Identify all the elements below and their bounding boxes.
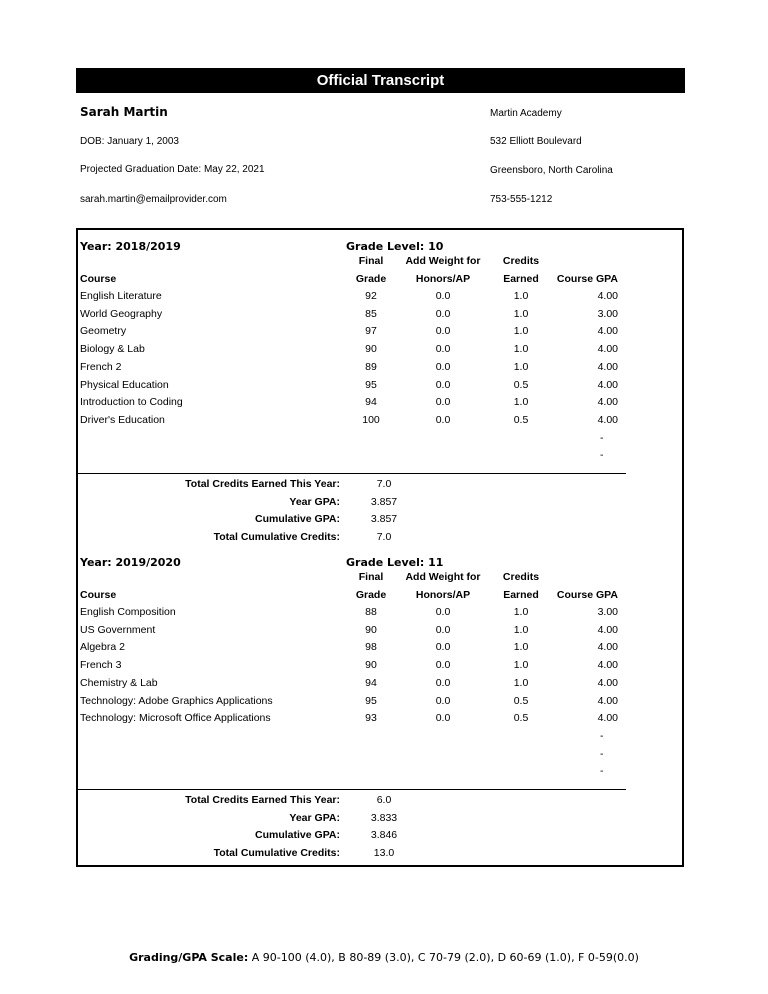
header-earned: Earned — [503, 589, 539, 601]
header-course: Course — [80, 273, 117, 285]
course-final-grade: 95 — [365, 694, 377, 707]
course-weight: 0.0 — [435, 413, 451, 426]
empty-row-dash: - — [600, 747, 604, 760]
course-name: Algebra 2 — [80, 641, 125, 654]
course-name: US Government — [80, 623, 156, 636]
total-credits-year-label: Total Credits Earned This Year: — [185, 478, 340, 490]
header-honors-ap: Honors/AP — [415, 589, 471, 601]
grading-scale-label: Grading/GPA Scale: — [129, 951, 249, 964]
course-name: Technology: Adobe Graphics Applications — [80, 694, 273, 707]
course-name: Technology: Microsoft Office Applications — [80, 712, 271, 725]
course-credits: 1.0 — [513, 623, 529, 636]
course-name: World Geography — [80, 307, 163, 320]
student-dob: DOB: January 1, 2003 — [80, 136, 179, 147]
course-weight: 0.0 — [435, 623, 451, 636]
header-course-gpa: Course GPA — [556, 273, 618, 285]
course-final-grade: 100 — [362, 413, 380, 426]
course-credits: 1.0 — [513, 676, 529, 689]
year-label: Year: 2019/2020 — [80, 556, 181, 569]
course-gpa: 4.00 — [597, 641, 618, 654]
course-credits: 0.5 — [513, 694, 529, 707]
header-add-weight: Add Weight for — [405, 571, 481, 583]
course-gpa: 4.00 — [597, 413, 618, 426]
course-name: Biology & Lab — [80, 343, 145, 356]
course-gpa: 4.00 — [597, 343, 618, 356]
total-cumulative-credits-label: Total Cumulative Credits: — [213, 531, 340, 544]
year-gpa-label: Year GPA: — [289, 495, 340, 508]
course-weight: 0.0 — [435, 659, 451, 672]
course-name: English Composition — [80, 606, 176, 618]
course-gpa: 4.00 — [597, 712, 618, 725]
student-name: Sarah Martin — [80, 105, 168, 119]
transcript-title: Official Transcript — [76, 68, 685, 93]
course-name: Geometry — [80, 325, 127, 338]
header-credits: Credits — [502, 571, 540, 583]
course-final-grade: 93 — [365, 712, 377, 725]
course-final-grade: 92 — [365, 290, 377, 302]
empty-row-dash: - — [600, 449, 604, 462]
student-graduation-date: Projected Graduation Date: May 22, 2021 — [80, 164, 265, 175]
grading-scale-values: A 90-100 (4.0), B 80-89 (3.0), C 70-79 (2.0), D 60-69 (1.0), F 0-59(0.0) — [251, 951, 639, 964]
course-credits: 1.0 — [513, 343, 529, 356]
school-phone: 753-555-1212 — [490, 194, 553, 205]
course-final-grade: 95 — [365, 378, 377, 391]
year-gpa-value: 3.833 — [370, 811, 398, 824]
header-course-gpa: Course GPA — [556, 589, 618, 601]
course-name: English Literature — [80, 290, 162, 302]
course-weight: 0.0 — [435, 694, 451, 707]
course-credits: 1.0 — [513, 606, 529, 618]
course-gpa: 4.00 — [597, 378, 618, 391]
course-credits: 0.5 — [513, 413, 529, 426]
course-credits: 1.0 — [513, 307, 529, 320]
grade-level: Grade Level: 10 — [346, 240, 444, 253]
course-gpa: 4.00 — [597, 325, 618, 338]
course-weight: 0.0 — [435, 641, 451, 654]
course-weight: 0.0 — [435, 325, 451, 338]
cumulative-gpa-label: Cumulative GPA: — [255, 829, 340, 842]
course-weight: 0.0 — [435, 290, 451, 302]
empty-row-dash: - — [600, 729, 604, 742]
total-credits-year-value: 7.0 — [376, 478, 392, 490]
transcript-table-frame — [76, 228, 684, 867]
course-credits: 1.0 — [513, 325, 529, 338]
header-earned: Earned — [503, 273, 539, 285]
course-final-grade: 97 — [365, 325, 377, 338]
total-cumulative-credits-label: Total Cumulative Credits: — [213, 847, 340, 860]
course-weight: 0.0 — [435, 360, 451, 373]
grade-level: Grade Level: 11 — [346, 556, 444, 569]
course-credits: 1.0 — [513, 396, 529, 409]
course-credits: 1.0 — [513, 290, 529, 302]
total-credits-year-value: 6.0 — [376, 794, 392, 806]
course-gpa: 4.00 — [597, 290, 618, 302]
course-gpa: 3.00 — [597, 606, 618, 618]
total-cumulative-credits-value: 7.0 — [376, 531, 392, 544]
school-name: Martin Academy — [490, 108, 562, 119]
grading-scale — [0, 951, 768, 964]
header-course: Course — [80, 589, 117, 601]
empty-row-dash: - — [600, 431, 604, 444]
school-address-line-1: 532 Elliott Boulevard — [490, 136, 582, 147]
course-credits: 1.0 — [513, 641, 529, 654]
empty-row-dash: - — [600, 765, 604, 778]
cumulative-gpa-value: 3.857 — [370, 513, 398, 526]
course-credits: 0.5 — [513, 378, 529, 391]
course-weight: 0.0 — [435, 606, 451, 618]
course-final-grade: 89 — [365, 360, 377, 373]
course-name: Chemistry & Lab — [80, 676, 158, 689]
course-final-grade: 90 — [365, 623, 377, 636]
course-gpa: 4.00 — [597, 360, 618, 373]
course-weight: 0.0 — [435, 676, 451, 689]
course-final-grade: 98 — [365, 641, 377, 654]
course-weight: 0.0 — [435, 712, 451, 725]
course-name: Driver's Education — [80, 413, 165, 426]
course-gpa: 4.00 — [597, 396, 618, 409]
header-final-grade: Final — [358, 255, 384, 267]
course-final-grade: 90 — [365, 343, 377, 356]
course-gpa: 4.00 — [597, 676, 618, 689]
course-name: French 2 — [80, 360, 122, 373]
cumulative-gpa-value: 3.846 — [370, 829, 398, 842]
year-gpa-label: Year GPA: — [289, 811, 340, 824]
section-divider — [78, 789, 626, 790]
course-gpa: 4.00 — [597, 623, 618, 636]
course-weight: 0.0 — [435, 378, 451, 391]
course-final-grade: 88 — [365, 606, 377, 618]
header-honors-ap: Honors/AP — [415, 273, 471, 285]
header-final-grade-2: Grade — [355, 589, 387, 601]
school-address-line-2: Greensboro, North Carolina — [490, 165, 613, 176]
course-gpa: 4.00 — [597, 659, 618, 672]
header-add-weight: Add Weight for — [405, 255, 481, 267]
course-credits: 0.5 — [513, 712, 529, 725]
course-gpa: 4.00 — [597, 694, 618, 707]
course-name: Physical Education — [80, 378, 169, 391]
section-divider — [78, 473, 626, 474]
course-final-grade: 90 — [365, 659, 377, 672]
year-label: Year: 2018/2019 — [80, 240, 181, 253]
course-final-grade: 94 — [365, 396, 377, 409]
course-credits: 1.0 — [513, 659, 529, 672]
cumulative-gpa-label: Cumulative GPA: — [255, 513, 340, 526]
course-weight: 0.0 — [435, 343, 451, 356]
header-final-grade-2: Grade — [355, 273, 387, 285]
course-final-grade: 85 — [365, 307, 377, 320]
course-gpa: 3.00 — [597, 307, 618, 320]
course-weight: 0.0 — [435, 396, 451, 409]
course-credits: 1.0 — [513, 360, 529, 373]
course-name: French 3 — [80, 659, 122, 672]
course-weight: 0.0 — [435, 307, 451, 320]
course-final-grade: 94 — [365, 676, 377, 689]
total-credits-year-label: Total Credits Earned This Year: — [185, 794, 340, 806]
course-name: Introduction to Coding — [80, 396, 183, 409]
total-cumulative-credits-value: 13.0 — [373, 847, 395, 860]
header-final-grade: Final — [358, 571, 384, 583]
year-gpa-value: 3.857 — [370, 495, 398, 508]
header-credits: Credits — [502, 255, 540, 267]
student-email: sarah.martin@emailprovider.com — [80, 194, 227, 205]
